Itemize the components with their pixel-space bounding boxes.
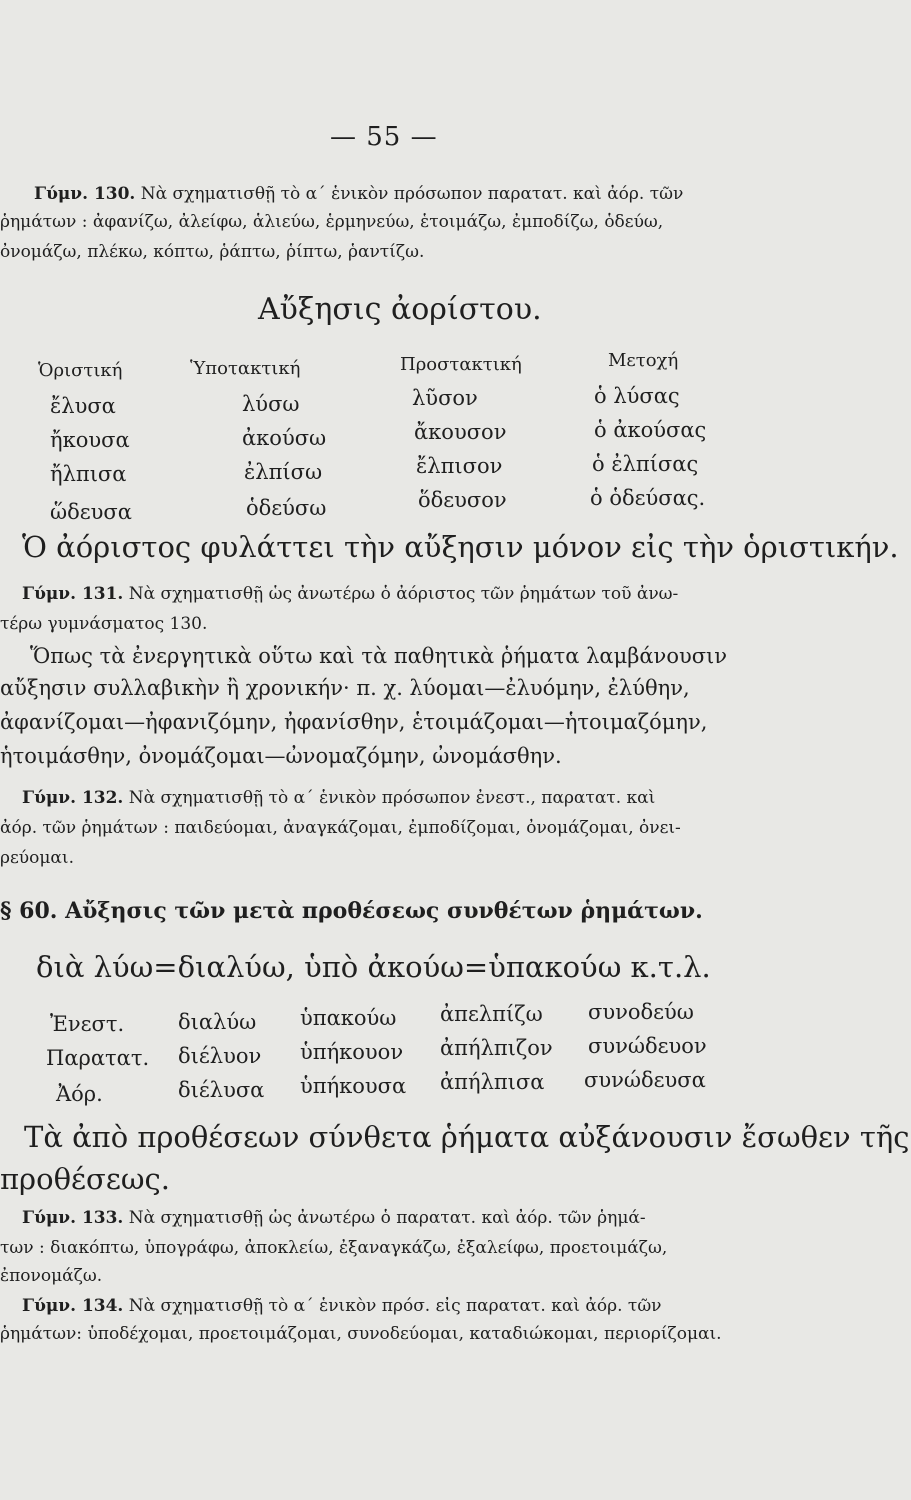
table1-r4c1: ὥδευσα (50, 500, 132, 524)
table2-r2c4: ἀπήλπιζον (440, 1036, 553, 1060)
table1-r4c3: ὅδευσον (418, 488, 507, 512)
table1-r2c2: ἀκούσω (242, 426, 327, 450)
passive-para-line1: Ὅπως τὰ ἐνεργητικὰ οὕτω καὶ τὰ παθητικὰ ῥήματα λαμβάνουσιν (30, 644, 728, 668)
exercise-134-label: Γύμν. 134. (22, 1296, 124, 1316)
table1-r3c3: ἔλπισον (416, 454, 503, 478)
exercise-132-line3: ρεύομαι. (0, 848, 74, 868)
compound-example: διὰ λύω=διαλύω, ὑπὸ ἀκούω=ὑπακούω κ.τ.λ. (36, 950, 711, 984)
exercise-131-line1 (22, 584, 678, 604)
table1-r1c1: ἔλυσα (50, 394, 116, 418)
table2-r3c5: συνώδευσα (584, 1068, 706, 1092)
table2-r2c5: συνώδευον (588, 1034, 707, 1058)
table1-r1c2: λύσω (242, 392, 300, 416)
table2-r3c3: ὑπήκουσα (300, 1074, 407, 1098)
passive-para-line2: αὔξησιν συλλαβικὴν ἢ χρονικήν· π. χ. λύομαι—ἐλυόμην, ἐλύθην, (0, 676, 690, 700)
table1-header-participle: Μετοχή (608, 350, 679, 371)
exercise-133-line3: ἐπονομάζω. (0, 1266, 103, 1286)
heading-aorist-augment: Αὔξησις ἀορίστου. (258, 292, 542, 327)
table2-r1c2: διαλύω (178, 1010, 257, 1034)
exercise-130-line3: ὀνομάζω, πλέκω, κόπτω, ῥάπτω, ῥίπτω, ῥαντίζω. (0, 242, 425, 262)
exercise-132-line2: ἀόρ. τῶν ῥημάτων : παιδεύομαι, ἀναγκάζομαι, ἐμποδίζομαι, ὀνομάζομαι, ὀνει- (0, 818, 681, 838)
table1-r4c4: ὁ ὁδεύσας. (590, 486, 706, 510)
exercise-134-line1 (22, 1296, 662, 1316)
exercise-133-text1: Νὰ σχηματισθῇ ὡς ἀνωτέρω ὁ παρατατ. καὶ ἀόρ. τῶν ῥημά- (128, 1208, 646, 1228)
table1-r2c4: ὁ ἀκούσας (594, 418, 707, 442)
table1-header-imperative: Προστακτική (400, 354, 522, 375)
table1-r3c4: ὁ ἐλπίσας (592, 452, 699, 476)
exercise-133-label: Γύμν. 133. (22, 1208, 124, 1228)
table1-r3c2: ἐλπίσω (244, 460, 323, 484)
exercise-130-line2: ῥημάτων : ἀφανίζω, ἀλείφω, ἁλιεύω, ἑρμηνεύω, ἑτοιμάζω, ἐμποδίζω, ὁδεύω, (0, 212, 664, 232)
table1-r2c1: ἤκουσα (50, 428, 130, 452)
exercise-131-text1: Νὰ σχηματισθῇ ὡς ἀνωτέρω ὁ ἀόριστος τῶν ῥημάτων τοῦ ἀνω- (128, 584, 679, 604)
exercise-134-line2: ῥημάτων: ὑποδέχομαι, προετοιμάζομαι, συνοδεύομαι, καταδιώκομαι, περιορίζομαι. (0, 1324, 722, 1344)
passive-para-line3: ἀφανίζομαι—ἠφανιζόμην, ἠφανίσθην, ἑτοιμάζομαι—ἡτοιμαζόμην, (0, 710, 708, 734)
table2-r1c1: Ἐνεστ. (50, 1012, 125, 1036)
table2-r2c1: Παρατατ. (46, 1046, 150, 1070)
section-60-heading: § 60. Αὔξησις τῶν μετὰ προθέσεως συνθέτων ῥημάτων. (0, 898, 703, 924)
table2-r1c4: ἀπελπίζω (440, 1002, 543, 1026)
rule-compound-line2: προθέσεως. (0, 1162, 170, 1196)
exercise-130-line1 (34, 184, 683, 204)
exercise-132-line1 (22, 788, 655, 808)
table2-r1c3: ὑπακούω (300, 1006, 397, 1030)
rule-compound-line1: Τὰ ἀπὸ προθέσεων σύνθετα ῥήματα αὐξάνουσιν ἔσωθεν τῆς (24, 1120, 910, 1154)
rule-aorist-indicative: Ὁ ἀόριστος φυλάττει τὴν αὔξησιν μόνον εἰς τὴν ὁριστικήν. (22, 530, 899, 564)
exercise-134-text1: Νὰ σχηματισθῇ τὸ α΄ ἑνικὸν πρόσ. εἰς παρατατ. καὶ ἀόρ. τῶν (128, 1296, 662, 1316)
table2-r3c2: διέλυσα (178, 1078, 265, 1102)
table1-r2c3: ἄκουσον (414, 420, 507, 444)
exercise-130-text1: Νὰ σχηματισθῇ τὸ α΄ ἑνικὸν πρόσωπον παρατατ. καὶ ἀόρ. τῶν (140, 184, 684, 204)
table2-r1c5: συνοδεύω (588, 1000, 694, 1024)
table1-r1c4: ὁ λύσας (594, 384, 680, 408)
table2-r2c2: διέλυον (178, 1044, 262, 1068)
table1-header-subjunctive: Ὑποτακτική (190, 358, 301, 379)
table1-r4c2: ὁδεύσω (246, 496, 327, 520)
exercise-130-label: Γύμν. 130. (34, 184, 136, 204)
exercise-133-line2: των : διακόπτω, ὑπογράφω, ἀποκλείω, ἐξαναγκάζω, ἐξαλείφω, προετοιμάζω, (0, 1238, 668, 1258)
exercise-132-label: Γύμν. 132. (22, 788, 124, 808)
exercise-131-line2: τέρω γυμνάσματος 130. (0, 614, 208, 634)
table1-r3c1: ἤλπισα (50, 462, 127, 486)
table2-r3c4: ἀπήλπισα (440, 1070, 545, 1094)
exercise-131-label: Γύμν. 131. (22, 584, 124, 604)
page-number: — 55 — (330, 122, 438, 152)
table2-r3c1: Ἀόρ. (56, 1082, 103, 1106)
table1-header-indicative: Ὁριστική (38, 360, 123, 381)
exercise-133-line1 (22, 1208, 646, 1228)
table2-r2c3: ὑπήκουον (300, 1040, 404, 1064)
table1-r1c3: λῦσον (412, 386, 478, 410)
passive-para-line4: ἡτοιμάσθην, ὀνομάζομαι—ὠνομαζόμην, ὠνομάσθην. (0, 744, 562, 768)
exercise-132-text1: Νὰ σχηματισθῇ τὸ α΄ ἑνικὸν πρόσωπον ἐνεστ., παρατατ. καὶ (128, 788, 656, 808)
